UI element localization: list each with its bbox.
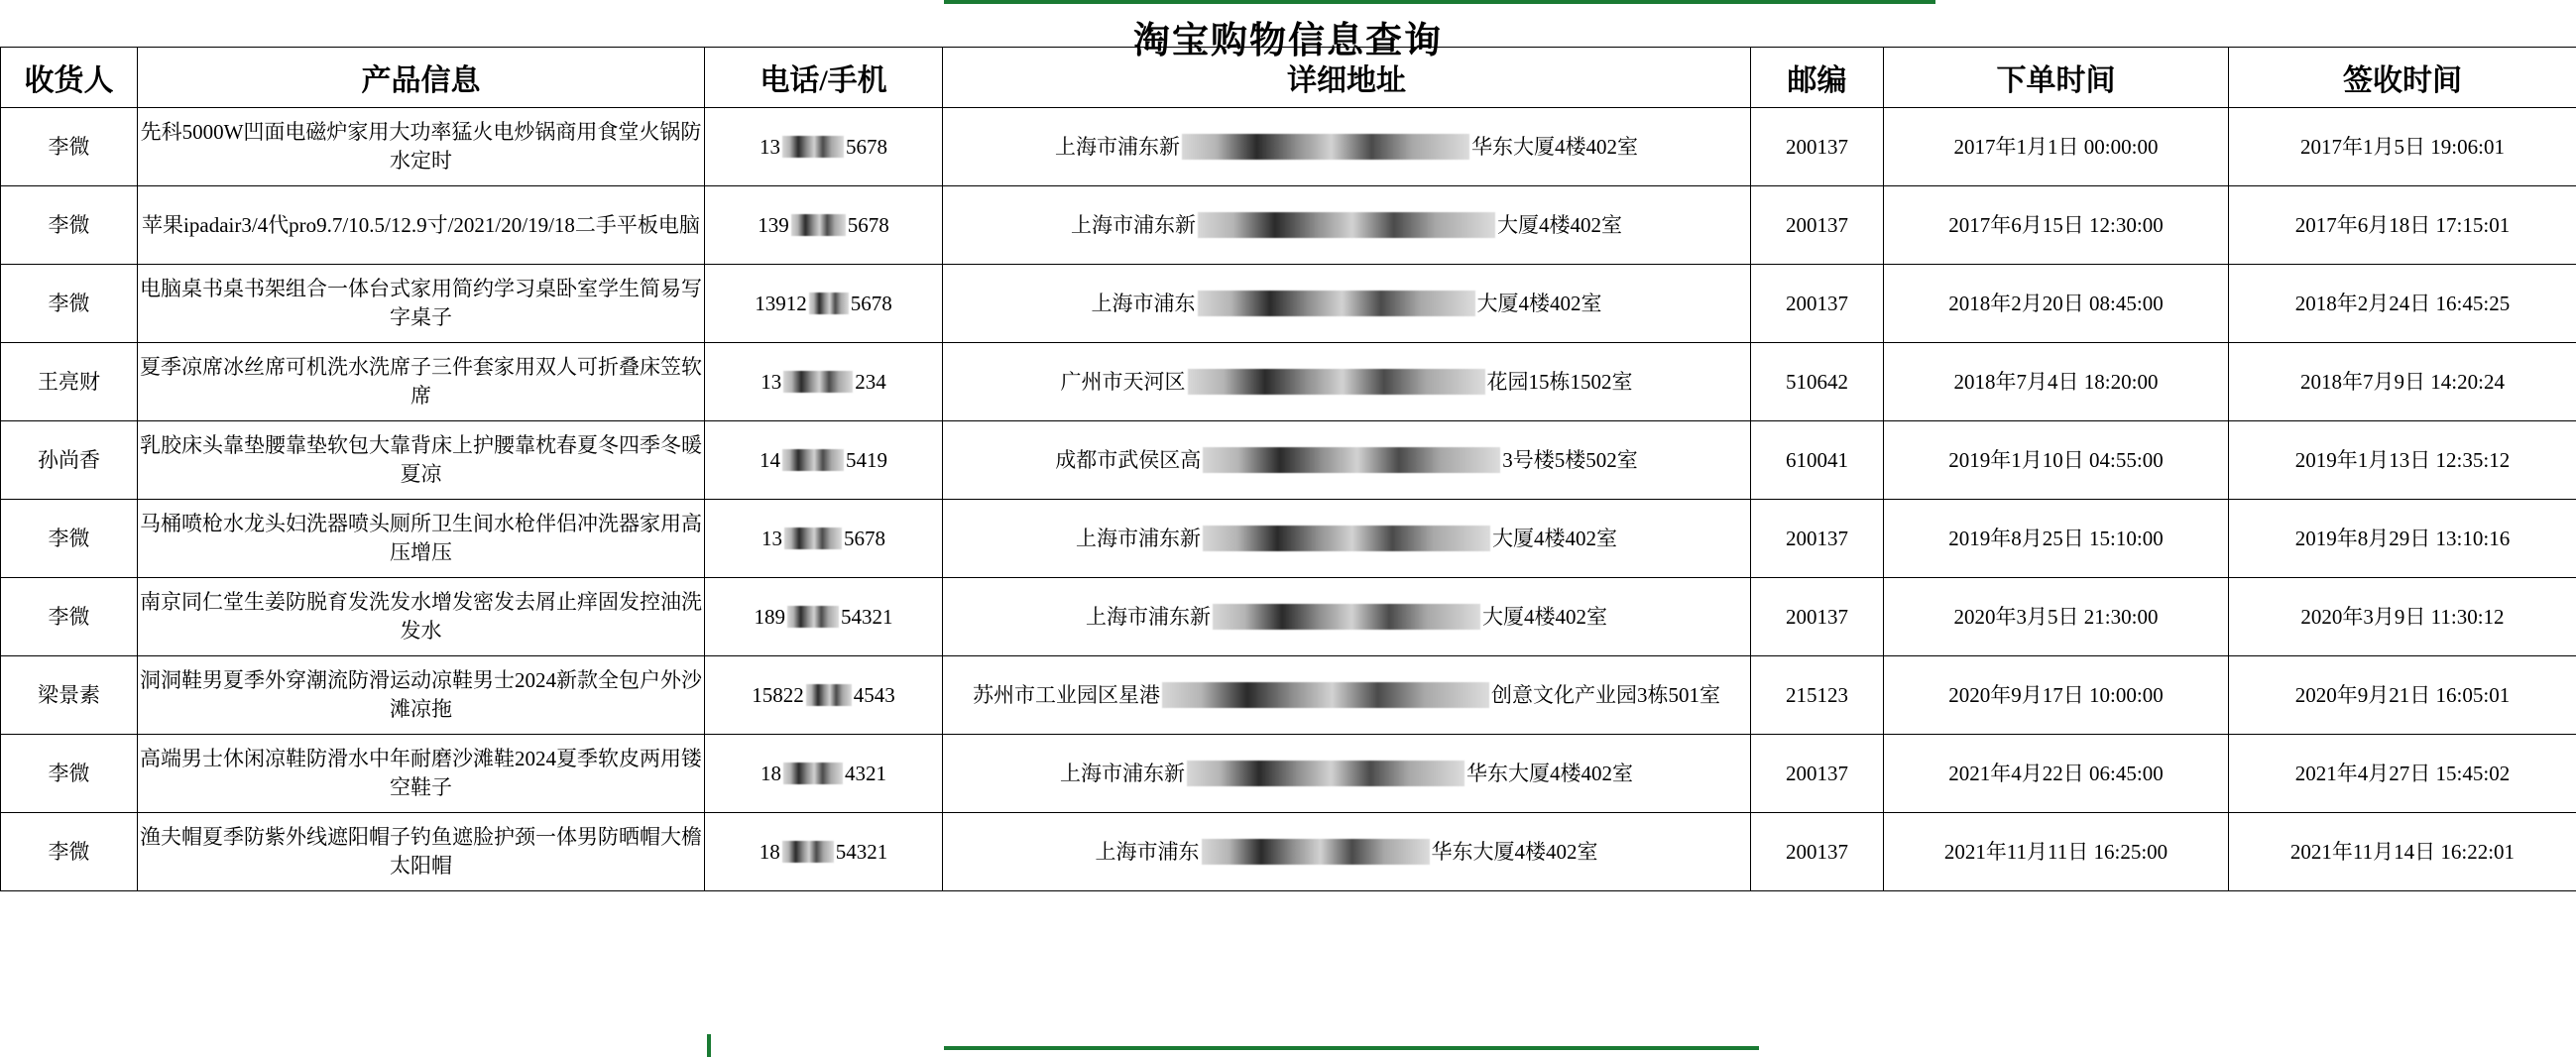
cell-product-info: 渔夫帽夏季防紫外线遮阳帽子钓鱼遮脸护颈一体男防晒帽大檐太阳帽 bbox=[138, 813, 705, 891]
address-prefix: 广州市天河区 bbox=[1060, 369, 1186, 394]
cell-phone bbox=[705, 578, 943, 656]
cell-product-info: 电脑桌书桌书架组合一体台式家用简约学习桌卧室学生简易写字桌子 bbox=[138, 265, 705, 343]
cell-phone bbox=[705, 813, 943, 891]
address-redaction-mask bbox=[1182, 134, 1469, 160]
cell-zip: 610041 bbox=[1751, 421, 1884, 500]
cell-order-time: 2021年11月11日 16:25:00 bbox=[1884, 813, 2229, 891]
cell-address bbox=[943, 500, 1751, 578]
cell-phone bbox=[705, 421, 943, 500]
table-row bbox=[1, 500, 2576, 578]
address-prefix: 上海市浦东 bbox=[1091, 291, 1196, 315]
table-row bbox=[1, 108, 2576, 186]
cell-address bbox=[943, 656, 1751, 735]
phone-suffix: 54321 bbox=[841, 604, 893, 629]
address-suffix: 3号楼5楼502室 bbox=[1502, 447, 1638, 472]
cell-zip: 200137 bbox=[1751, 578, 1884, 656]
selection-highlight-top bbox=[944, 0, 1935, 4]
cell-recipient: 李微 bbox=[1, 108, 138, 186]
cell-product-info: 先科5000W凹面电磁炉家用大功率猛火电炒锅商用食堂火锅防水定时 bbox=[138, 108, 705, 186]
phone-prefix: 13 bbox=[761, 526, 782, 550]
address-redaction-mask bbox=[1203, 447, 1500, 473]
cell-address bbox=[943, 186, 1751, 265]
phone-redaction-mask bbox=[809, 293, 849, 314]
address-redaction-mask bbox=[1202, 839, 1430, 865]
cell-address bbox=[943, 343, 1751, 421]
phone-redaction-mask bbox=[782, 449, 844, 471]
cell-sign-time: 2017年6月18日 17:15:01 bbox=[2229, 186, 2576, 265]
cell-product-info: 高端男士休闲凉鞋防滑水中年耐磨沙滩鞋2024夏季软皮两用镂空鞋子 bbox=[138, 735, 705, 813]
address-suffix: 华东大厦4楼402室 bbox=[1471, 134, 1638, 159]
address-suffix: 华东大厦4楼402室 bbox=[1431, 839, 1598, 864]
cell-order-time: 2017年6月15日 12:30:00 bbox=[1884, 186, 2229, 265]
cell-phone bbox=[705, 343, 943, 421]
column-header-zip: 邮编 bbox=[1751, 48, 1884, 108]
page-title: 淘宝购物信息查询 bbox=[1133, 21, 1443, 61]
column-header-order-time: 下单时间 bbox=[1884, 48, 2229, 108]
address-prefix: 成都市武侯区高 bbox=[1055, 447, 1202, 472]
column-header-product: 产品信息 bbox=[138, 48, 705, 108]
column-header-name: 收货人 bbox=[1, 48, 138, 108]
phone-prefix: 13 bbox=[761, 369, 782, 394]
cell-recipient: 李微 bbox=[1, 265, 138, 343]
phone-prefix: 13912 bbox=[755, 291, 807, 315]
address-suffix: 华东大厦4楼402室 bbox=[1466, 761, 1633, 785]
phone-redaction-mask bbox=[783, 763, 843, 784]
address-suffix: 花园15栋1502室 bbox=[1486, 369, 1633, 394]
cell-recipient: 孙尚香 bbox=[1, 421, 138, 500]
phone-suffix: 5678 bbox=[846, 134, 887, 159]
cell-sign-time: 2018年2月24日 16:45:25 bbox=[2229, 265, 2576, 343]
address-redaction-mask bbox=[1203, 526, 1490, 551]
cell-zip: 200137 bbox=[1751, 735, 1884, 813]
address-prefix: 上海市浦东新 bbox=[1076, 526, 1201, 550]
cell-order-time: 2020年9月17日 10:00:00 bbox=[1884, 656, 2229, 735]
phone-prefix: 18 bbox=[759, 839, 780, 864]
phone-suffix: 5678 bbox=[847, 212, 889, 237]
table-body bbox=[1, 108, 2576, 891]
cell-recipient: 李微 bbox=[1, 186, 138, 265]
phone-prefix: 13 bbox=[760, 134, 780, 159]
table-row bbox=[1, 813, 2576, 891]
cell-zip: 200137 bbox=[1751, 108, 1884, 186]
cell-order-time: 2020年3月5日 21:30:00 bbox=[1884, 578, 2229, 656]
address-suffix: 创意文化产业园3栋501室 bbox=[1491, 682, 1720, 707]
cell-product-info: 乳胶床头靠垫腰靠垫软包大靠背床上护腰靠枕春夏冬四季冬暖夏凉 bbox=[138, 421, 705, 500]
phone-suffix: 234 bbox=[855, 369, 886, 394]
phone-suffix: 5419 bbox=[846, 447, 887, 472]
cell-recipient: 李微 bbox=[1, 500, 138, 578]
address-redaction-mask bbox=[1162, 682, 1489, 708]
cell-zip: 200137 bbox=[1751, 186, 1884, 265]
phone-prefix: 139 bbox=[758, 212, 789, 237]
table-row bbox=[1, 656, 2576, 735]
cell-sign-time: 2020年3月9日 11:30:12 bbox=[2229, 578, 2576, 656]
address-prefix: 上海市浦东新 bbox=[1086, 604, 1211, 629]
cell-phone bbox=[705, 108, 943, 186]
cell-sign-time: 2021年4月27日 15:45:02 bbox=[2229, 735, 2576, 813]
address-suffix: 大厦4楼402室 bbox=[1482, 604, 1607, 629]
table-row bbox=[1, 265, 2576, 343]
address-suffix: 大厦4楼402室 bbox=[1476, 291, 1602, 315]
cell-sign-time: 2020年9月21日 16:05:01 bbox=[2229, 656, 2576, 735]
cell-phone bbox=[705, 186, 943, 265]
cell-address bbox=[943, 108, 1751, 186]
cell-order-time: 2019年1月10日 04:55:00 bbox=[1884, 421, 2229, 500]
cell-phone bbox=[705, 265, 943, 343]
phone-prefix: 189 bbox=[754, 604, 785, 629]
table-row bbox=[1, 343, 2576, 421]
phone-suffix: 54321 bbox=[835, 839, 888, 864]
address-redaction-mask bbox=[1213, 604, 1480, 630]
phone-prefix: 14 bbox=[760, 447, 780, 472]
cell-product-info: 夏季凉席冰丝席可机洗水洗席子三件套家用双人可折叠床笠软席 bbox=[138, 343, 705, 421]
phone-redaction-mask bbox=[782, 841, 834, 863]
selection-highlight-bottom bbox=[944, 1046, 1759, 1050]
cell-recipient: 梁景素 bbox=[1, 656, 138, 735]
address-suffix: 大厦4楼402室 bbox=[1492, 526, 1617, 550]
address-prefix: 上海市浦东新 bbox=[1071, 212, 1196, 237]
address-redaction-mask bbox=[1188, 369, 1485, 395]
phone-suffix: 4321 bbox=[845, 761, 886, 785]
cell-product-info: 洞洞鞋男夏季外穿潮流防滑运动凉鞋男士2024新款全包户外沙滩凉拖 bbox=[138, 656, 705, 735]
cell-address bbox=[943, 813, 1751, 891]
cell-recipient: 王亮财 bbox=[1, 343, 138, 421]
cell-order-time: 2017年1月1日 00:00:00 bbox=[1884, 108, 2229, 186]
cell-address bbox=[943, 265, 1751, 343]
cell-recipient: 李微 bbox=[1, 813, 138, 891]
selection-edge-left bbox=[707, 1034, 711, 1057]
cell-phone bbox=[705, 735, 943, 813]
phone-prefix: 15822 bbox=[752, 682, 804, 707]
phone-suffix: 5678 bbox=[850, 291, 892, 315]
cell-order-time: 2019年8月25日 15:10:00 bbox=[1884, 500, 2229, 578]
address-prefix: 上海市浦东新 bbox=[1060, 761, 1185, 785]
cell-sign-time: 2018年7月9日 14:20:24 bbox=[2229, 343, 2576, 421]
cell-sign-time: 2019年1月13日 12:35:12 bbox=[2229, 421, 2576, 500]
phone-redaction-mask bbox=[782, 136, 844, 158]
column-header-address: 详细地址 bbox=[943, 48, 1751, 108]
cell-zip: 200137 bbox=[1751, 500, 1884, 578]
cell-recipient: 李微 bbox=[1, 735, 138, 813]
cell-sign-time: 2021年11月14日 16:22:01 bbox=[2229, 813, 2576, 891]
purchase-info-table bbox=[0, 47, 2576, 891]
cell-zip: 200137 bbox=[1751, 813, 1884, 891]
address-redaction-mask bbox=[1198, 212, 1495, 238]
cell-product-info: 苹果ipadair3/4代pro9.7/10.5/12.9寸/2021/20/19/18二手平板电脑 bbox=[138, 186, 705, 265]
cell-product-info: 南京同仁堂生姜防脱育发洗发水增发密发去屑止痒固发控油洗发水 bbox=[138, 578, 705, 656]
phone-redaction-mask bbox=[787, 606, 839, 628]
table-row bbox=[1, 421, 2576, 500]
address-prefix: 上海市浦东新 bbox=[1055, 134, 1180, 159]
column-header-sign-time: 签收时间 bbox=[2229, 48, 2576, 108]
address-redaction-mask bbox=[1187, 761, 1464, 786]
cell-order-time: 2021年4月22日 06:45:00 bbox=[1884, 735, 2229, 813]
cell-zip: 510642 bbox=[1751, 343, 1884, 421]
cell-order-time: 2018年2月20日 08:45:00 bbox=[1884, 265, 2229, 343]
address-suffix: 大厦4楼402室 bbox=[1497, 212, 1622, 237]
table-row bbox=[1, 735, 2576, 813]
phone-redaction-mask bbox=[806, 684, 852, 706]
phone-redaction-mask bbox=[783, 371, 853, 393]
cell-address bbox=[943, 578, 1751, 656]
cell-product-info: 马桶喷枪水龙头妇洗器喷头厕所卫生间水枪伴侣冲洗器家用高压增压 bbox=[138, 500, 705, 578]
table-row bbox=[1, 186, 2576, 265]
cell-phone bbox=[705, 500, 943, 578]
cell-order-time: 2018年7月4日 18:20:00 bbox=[1884, 343, 2229, 421]
phone-prefix: 18 bbox=[761, 761, 781, 785]
address-prefix: 上海市浦东 bbox=[1095, 839, 1200, 864]
phone-suffix: 5678 bbox=[844, 526, 885, 550]
address-prefix: 苏州市工业园区星港 bbox=[973, 682, 1160, 707]
phone-suffix: 4543 bbox=[853, 682, 895, 707]
phone-redaction-mask bbox=[784, 528, 842, 549]
cell-zip: 215123 bbox=[1751, 656, 1884, 735]
table-row bbox=[1, 578, 2576, 656]
cell-address bbox=[943, 421, 1751, 500]
cell-recipient: 李微 bbox=[1, 578, 138, 656]
cell-address bbox=[943, 735, 1751, 813]
cell-zip: 200137 bbox=[1751, 265, 1884, 343]
cell-sign-time: 2017年1月5日 19:06:01 bbox=[2229, 108, 2576, 186]
address-redaction-mask bbox=[1198, 291, 1475, 316]
phone-redaction-mask bbox=[791, 214, 846, 236]
cell-phone bbox=[705, 656, 943, 735]
cell-sign-time: 2019年8月29日 13:10:16 bbox=[2229, 500, 2576, 578]
column-header-phone: 电话/手机 bbox=[705, 48, 943, 108]
table-header-row bbox=[1, 48, 2576, 108]
